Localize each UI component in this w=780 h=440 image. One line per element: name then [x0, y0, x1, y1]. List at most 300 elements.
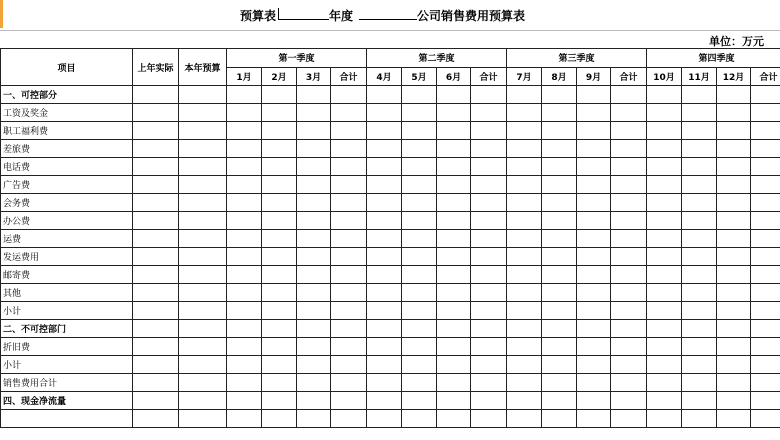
data-cell[interactable]	[262, 86, 297, 104]
data-cell[interactable]	[507, 230, 542, 248]
data-cell[interactable]	[227, 104, 262, 122]
data-cell[interactable]	[227, 284, 262, 302]
data-cell[interactable]	[751, 356, 780, 374]
data-cell[interactable]	[647, 122, 682, 140]
data-cell[interactable]	[682, 338, 717, 356]
data-cell[interactable]	[507, 104, 542, 122]
data-cell[interactable]	[647, 212, 682, 230]
data-cell[interactable]	[682, 212, 717, 230]
data-cell[interactable]	[717, 302, 751, 320]
data-cell[interactable]	[179, 194, 227, 212]
data-cell[interactable]	[331, 284, 367, 302]
data-cell[interactable]	[542, 284, 577, 302]
data-cell[interactable]	[682, 302, 717, 320]
data-cell[interactable]	[133, 374, 179, 392]
data-cell[interactable]	[751, 230, 780, 248]
data-cell[interactable]	[262, 374, 297, 392]
data-cell[interactable]	[227, 320, 262, 338]
data-cell[interactable]	[611, 194, 647, 212]
data-cell[interactable]	[262, 266, 297, 284]
data-cell[interactable]	[297, 374, 331, 392]
data-cell[interactable]	[179, 320, 227, 338]
data-cell[interactable]	[682, 320, 717, 338]
data-cell[interactable]	[367, 122, 402, 140]
data-cell[interactable]	[367, 104, 402, 122]
data-cell[interactable]	[227, 140, 262, 158]
data-cell[interactable]	[682, 86, 717, 104]
data-cell[interactable]	[402, 320, 437, 338]
data-cell[interactable]	[542, 86, 577, 104]
data-cell[interactable]	[471, 122, 507, 140]
data-cell[interactable]	[402, 284, 437, 302]
data-cell[interactable]	[647, 104, 682, 122]
data-cell[interactable]	[751, 410, 780, 428]
data-cell[interactable]	[507, 302, 542, 320]
data-cell[interactable]	[402, 140, 437, 158]
data-cell[interactable]	[682, 266, 717, 284]
data-cell[interactable]	[611, 158, 647, 176]
data-cell[interactable]	[262, 212, 297, 230]
data-cell[interactable]	[133, 86, 179, 104]
data-cell[interactable]	[542, 248, 577, 266]
data-cell[interactable]	[402, 410, 437, 428]
data-cell[interactable]	[437, 194, 471, 212]
data-cell[interactable]	[133, 248, 179, 266]
data-cell[interactable]	[611, 104, 647, 122]
data-cell[interactable]	[367, 302, 402, 320]
data-cell[interactable]	[611, 302, 647, 320]
data-cell[interactable]	[179, 140, 227, 158]
data-cell[interactable]	[542, 410, 577, 428]
data-cell[interactable]	[297, 158, 331, 176]
data-cell[interactable]	[577, 356, 611, 374]
data-cell[interactable]	[133, 284, 179, 302]
data-cell[interactable]	[542, 194, 577, 212]
data-cell[interactable]	[751, 392, 780, 410]
data-cell[interactable]	[611, 230, 647, 248]
data-cell[interactable]	[227, 338, 262, 356]
data-cell[interactable]	[471, 140, 507, 158]
data-cell[interactable]	[297, 86, 331, 104]
data-cell[interactable]	[437, 374, 471, 392]
data-cell[interactable]	[577, 86, 611, 104]
data-cell[interactable]	[262, 158, 297, 176]
data-cell[interactable]	[647, 284, 682, 302]
data-cell[interactable]	[331, 338, 367, 356]
data-cell[interactable]	[297, 212, 331, 230]
data-cell[interactable]	[717, 176, 751, 194]
data-cell[interactable]	[542, 158, 577, 176]
data-cell[interactable]	[542, 230, 577, 248]
data-cell[interactable]	[542, 392, 577, 410]
data-cell[interactable]	[367, 140, 402, 158]
data-cell[interactable]	[717, 410, 751, 428]
data-cell[interactable]	[262, 176, 297, 194]
data-cell[interactable]	[717, 122, 751, 140]
data-cell[interactable]	[297, 266, 331, 284]
data-cell[interactable]	[133, 338, 179, 356]
data-cell[interactable]	[611, 266, 647, 284]
data-cell[interactable]	[471, 284, 507, 302]
data-cell[interactable]	[577, 212, 611, 230]
data-cell[interactable]	[331, 248, 367, 266]
data-cell[interactable]	[751, 176, 780, 194]
data-cell[interactable]	[507, 176, 542, 194]
data-cell[interactable]	[437, 410, 471, 428]
data-cell[interactable]	[297, 284, 331, 302]
data-cell[interactable]	[367, 410, 402, 428]
data-cell[interactable]	[227, 356, 262, 374]
data-cell[interactable]	[262, 284, 297, 302]
data-cell[interactable]	[611, 212, 647, 230]
data-cell[interactable]	[133, 176, 179, 194]
data-cell[interactable]	[647, 176, 682, 194]
data-cell[interactable]	[179, 158, 227, 176]
data-cell[interactable]	[297, 140, 331, 158]
data-cell[interactable]	[402, 392, 437, 410]
data-cell[interactable]	[682, 158, 717, 176]
data-cell[interactable]	[542, 140, 577, 158]
data-cell[interactable]	[471, 266, 507, 284]
data-cell[interactable]	[717, 158, 751, 176]
data-cell[interactable]	[647, 302, 682, 320]
data-cell[interactable]	[179, 230, 227, 248]
data-cell[interactable]	[542, 266, 577, 284]
data-cell[interactable]	[647, 410, 682, 428]
data-cell[interactable]	[751, 248, 780, 266]
data-cell[interactable]	[227, 194, 262, 212]
data-cell[interactable]	[542, 356, 577, 374]
data-cell[interactable]	[331, 86, 367, 104]
data-cell[interactable]	[611, 248, 647, 266]
data-cell[interactable]	[507, 248, 542, 266]
data-cell[interactable]	[611, 392, 647, 410]
data-cell[interactable]	[133, 158, 179, 176]
data-cell[interactable]	[471, 248, 507, 266]
data-cell[interactable]	[471, 320, 507, 338]
data-cell[interactable]	[402, 194, 437, 212]
data-cell[interactable]	[437, 320, 471, 338]
data-cell[interactable]	[262, 356, 297, 374]
data-cell[interactable]	[437, 176, 471, 194]
data-cell[interactable]	[179, 104, 227, 122]
data-cell[interactable]	[647, 140, 682, 158]
data-cell[interactable]	[402, 374, 437, 392]
data-cell[interactable]	[577, 248, 611, 266]
data-cell[interactable]	[751, 212, 780, 230]
data-cell[interactable]	[367, 86, 402, 104]
data-cell[interactable]	[297, 230, 331, 248]
data-cell[interactable]	[471, 230, 507, 248]
data-cell[interactable]	[471, 410, 507, 428]
data-cell[interactable]	[437, 212, 471, 230]
data-cell[interactable]	[611, 176, 647, 194]
data-cell[interactable]	[179, 392, 227, 410]
data-cell[interactable]	[402, 212, 437, 230]
data-cell[interactable]	[331, 392, 367, 410]
data-cell[interactable]	[179, 248, 227, 266]
data-cell[interactable]	[262, 338, 297, 356]
data-cell[interactable]	[682, 374, 717, 392]
data-cell[interactable]	[227, 248, 262, 266]
data-cell[interactable]	[647, 392, 682, 410]
company-blank-field[interactable]	[359, 7, 417, 20]
data-cell[interactable]	[402, 176, 437, 194]
data-cell[interactable]	[471, 176, 507, 194]
data-cell[interactable]	[577, 302, 611, 320]
data-cell[interactable]	[133, 194, 179, 212]
data-cell[interactable]	[262, 302, 297, 320]
data-cell[interactable]	[577, 122, 611, 140]
data-cell[interactable]	[611, 410, 647, 428]
data-cell[interactable]	[262, 122, 297, 140]
data-cell[interactable]	[577, 374, 611, 392]
data-cell[interactable]	[133, 140, 179, 158]
data-cell[interactable]	[611, 86, 647, 104]
data-cell[interactable]	[611, 338, 647, 356]
data-cell[interactable]	[437, 122, 471, 140]
data-cell[interactable]	[367, 194, 402, 212]
data-cell[interactable]	[262, 194, 297, 212]
data-cell[interactable]	[437, 158, 471, 176]
data-cell[interactable]	[402, 86, 437, 104]
data-cell[interactable]	[227, 374, 262, 392]
data-cell[interactable]	[507, 212, 542, 230]
data-cell[interactable]	[751, 302, 780, 320]
data-cell[interactable]	[297, 248, 331, 266]
data-cell[interactable]	[367, 392, 402, 410]
data-cell[interactable]	[542, 176, 577, 194]
data-cell[interactable]	[227, 86, 262, 104]
data-cell[interactable]	[297, 176, 331, 194]
data-cell[interactable]	[717, 230, 751, 248]
data-cell[interactable]	[507, 374, 542, 392]
data-cell[interactable]	[647, 86, 682, 104]
data-cell[interactable]	[133, 302, 179, 320]
data-cell[interactable]	[179, 302, 227, 320]
data-cell[interactable]	[471, 212, 507, 230]
data-cell[interactable]	[647, 194, 682, 212]
data-cell[interactable]	[682, 356, 717, 374]
data-cell[interactable]	[717, 104, 751, 122]
data-cell[interactable]	[717, 284, 751, 302]
data-cell[interactable]	[437, 86, 471, 104]
data-cell[interactable]	[751, 284, 780, 302]
data-cell[interactable]	[507, 194, 542, 212]
data-cell[interactable]	[297, 410, 331, 428]
data-cell[interactable]	[471, 338, 507, 356]
data-cell[interactable]	[133, 356, 179, 374]
data-cell[interactable]	[133, 122, 179, 140]
data-cell[interactable]	[542, 122, 577, 140]
data-cell[interactable]	[331, 266, 367, 284]
data-cell[interactable]	[179, 356, 227, 374]
data-cell[interactable]	[402, 266, 437, 284]
data-cell[interactable]	[507, 392, 542, 410]
data-cell[interactable]	[577, 284, 611, 302]
data-cell[interactable]	[133, 392, 179, 410]
data-cell[interactable]	[179, 122, 227, 140]
data-cell[interactable]	[227, 176, 262, 194]
data-cell[interactable]	[179, 374, 227, 392]
data-cell[interactable]	[227, 410, 262, 428]
data-cell[interactable]	[331, 230, 367, 248]
data-cell[interactable]	[751, 86, 780, 104]
data-cell[interactable]	[682, 248, 717, 266]
data-cell[interactable]	[262, 320, 297, 338]
data-cell[interactable]	[717, 248, 751, 266]
data-cell[interactable]	[133, 212, 179, 230]
data-cell[interactable]	[717, 266, 751, 284]
data-cell[interactable]	[542, 104, 577, 122]
data-cell[interactable]	[717, 194, 751, 212]
data-cell[interactable]	[471, 302, 507, 320]
data-cell[interactable]	[179, 212, 227, 230]
data-cell[interactable]	[367, 266, 402, 284]
data-cell[interactable]	[179, 284, 227, 302]
data-cell[interactable]	[227, 158, 262, 176]
data-cell[interactable]	[682, 194, 717, 212]
data-cell[interactable]	[331, 374, 367, 392]
data-cell[interactable]	[751, 266, 780, 284]
data-cell[interactable]	[577, 230, 611, 248]
data-cell[interactable]	[367, 230, 402, 248]
data-cell[interactable]	[471, 86, 507, 104]
data-cell[interactable]	[717, 338, 751, 356]
data-cell[interactable]	[133, 410, 179, 428]
data-cell[interactable]	[611, 122, 647, 140]
data-cell[interactable]	[611, 140, 647, 158]
data-cell[interactable]	[133, 104, 179, 122]
data-cell[interactable]	[262, 392, 297, 410]
data-cell[interactable]	[577, 338, 611, 356]
data-cell[interactable]	[262, 410, 297, 428]
data-cell[interactable]	[507, 338, 542, 356]
data-cell[interactable]	[471, 356, 507, 374]
data-cell[interactable]	[297, 320, 331, 338]
data-cell[interactable]	[647, 338, 682, 356]
data-cell[interactable]	[611, 284, 647, 302]
data-cell[interactable]	[507, 86, 542, 104]
data-cell[interactable]	[751, 122, 780, 140]
data-cell[interactable]	[682, 176, 717, 194]
data-cell[interactable]	[647, 374, 682, 392]
data-cell[interactable]	[751, 320, 780, 338]
data-cell[interactable]	[402, 338, 437, 356]
data-cell[interactable]	[717, 86, 751, 104]
data-cell[interactable]	[227, 302, 262, 320]
data-cell[interactable]	[133, 320, 179, 338]
data-cell[interactable]	[179, 266, 227, 284]
data-cell[interactable]	[751, 194, 780, 212]
data-cell[interactable]	[577, 266, 611, 284]
data-cell[interactable]	[437, 266, 471, 284]
data-cell[interactable]	[262, 248, 297, 266]
data-cell[interactable]	[542, 320, 577, 338]
data-cell[interactable]	[507, 122, 542, 140]
data-cell[interactable]	[227, 212, 262, 230]
data-cell[interactable]	[179, 86, 227, 104]
data-cell[interactable]	[682, 104, 717, 122]
data-cell[interactable]	[437, 284, 471, 302]
data-cell[interactable]	[297, 122, 331, 140]
data-cell[interactable]	[227, 392, 262, 410]
data-cell[interactable]	[507, 320, 542, 338]
data-cell[interactable]	[577, 176, 611, 194]
data-cell[interactable]	[471, 158, 507, 176]
data-cell[interactable]	[507, 266, 542, 284]
data-cell[interactable]	[751, 104, 780, 122]
data-cell[interactable]	[297, 356, 331, 374]
data-cell[interactable]	[647, 356, 682, 374]
data-cell[interactable]	[647, 248, 682, 266]
data-cell[interactable]	[471, 374, 507, 392]
year-blank-field[interactable]	[279, 7, 329, 20]
data-cell[interactable]	[179, 338, 227, 356]
data-cell[interactable]	[367, 338, 402, 356]
data-cell[interactable]	[577, 392, 611, 410]
data-cell[interactable]	[611, 374, 647, 392]
data-cell[interactable]	[437, 248, 471, 266]
data-cell[interactable]	[402, 104, 437, 122]
data-cell[interactable]	[542, 302, 577, 320]
data-cell[interactable]	[717, 212, 751, 230]
data-cell[interactable]	[647, 320, 682, 338]
data-cell[interactable]	[367, 176, 402, 194]
data-cell[interactable]	[297, 392, 331, 410]
data-cell[interactable]	[402, 230, 437, 248]
data-cell[interactable]	[682, 392, 717, 410]
data-cell[interactable]	[717, 140, 751, 158]
data-cell[interactable]	[751, 338, 780, 356]
data-cell[interactable]	[542, 338, 577, 356]
data-cell[interactable]	[507, 158, 542, 176]
data-cell[interactable]	[682, 140, 717, 158]
data-cell[interactable]	[297, 194, 331, 212]
data-cell[interactable]	[507, 410, 542, 428]
data-cell[interactable]	[577, 410, 611, 428]
data-cell[interactable]	[331, 320, 367, 338]
data-cell[interactable]	[682, 230, 717, 248]
data-cell[interactable]	[227, 230, 262, 248]
data-cell[interactable]	[262, 104, 297, 122]
data-cell[interactable]	[133, 230, 179, 248]
data-cell[interactable]	[751, 140, 780, 158]
data-cell[interactable]	[367, 356, 402, 374]
data-cell[interactable]	[751, 374, 780, 392]
data-cell[interactable]	[471, 194, 507, 212]
data-cell[interactable]	[227, 266, 262, 284]
data-cell[interactable]	[682, 284, 717, 302]
data-cell[interactable]	[367, 284, 402, 302]
data-cell[interactable]	[577, 194, 611, 212]
data-cell[interactable]	[577, 320, 611, 338]
data-cell[interactable]	[717, 356, 751, 374]
data-cell[interactable]	[367, 212, 402, 230]
data-cell[interactable]	[437, 104, 471, 122]
data-cell[interactable]	[331, 122, 367, 140]
data-cell[interactable]	[437, 392, 471, 410]
data-cell[interactable]	[297, 104, 331, 122]
data-cell[interactable]	[179, 176, 227, 194]
data-cell[interactable]	[647, 158, 682, 176]
data-cell[interactable]	[542, 212, 577, 230]
data-cell[interactable]	[297, 302, 331, 320]
data-cell[interactable]	[577, 158, 611, 176]
data-cell[interactable]	[227, 122, 262, 140]
data-cell[interactable]	[367, 320, 402, 338]
data-cell[interactable]	[682, 410, 717, 428]
